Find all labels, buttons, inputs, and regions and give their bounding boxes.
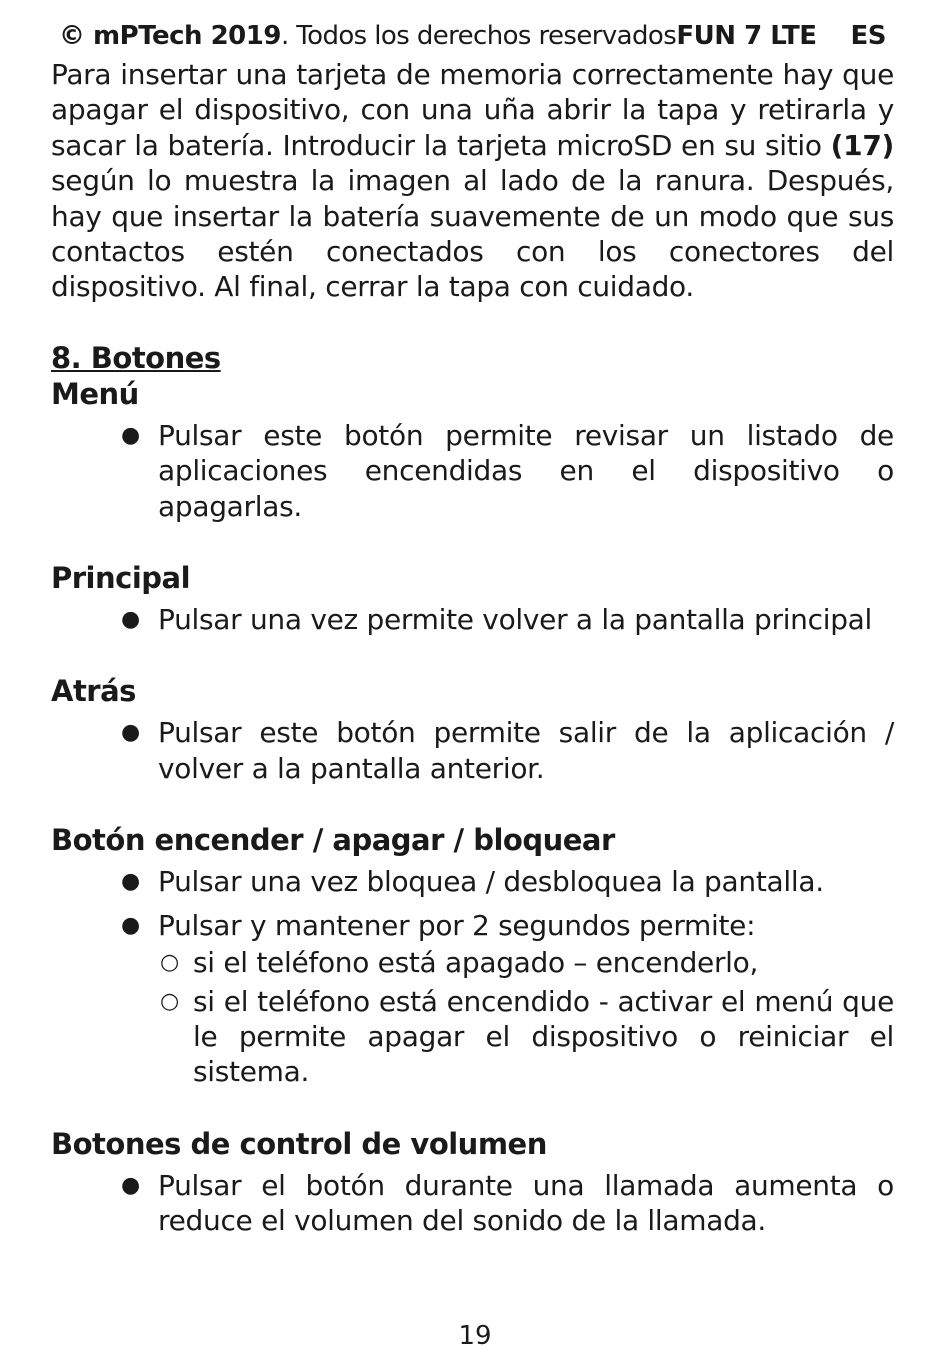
home-heading: Principal <box>51 561 191 596</box>
power-sub-1: ○ si el teléfono está apagado – encenderlo, <box>193 945 894 980</box>
intro-ref: (17) <box>830 128 894 162</box>
copyright-brand: © mPTech 2019 <box>59 21 281 51</box>
page-header <box>59 18 886 54</box>
power-bullet-2 <box>158 908 894 1090</box>
back-heading: Atrás <box>51 674 136 709</box>
intro-paragraph <box>51 57 894 305</box>
home-bullet: ● Pulsar una vez permite volver a la pantalla principal <box>158 602 894 637</box>
copyright-rights: . Todos los derechos reservados. <box>280 21 684 51</box>
page-number: 19 <box>458 1321 492 1351</box>
language-code: ES <box>850 21 886 51</box>
intro-text-1: Para insertar una tarjeta de memoria correctamente hay que apagar el dispositivo, con una uña abrir la tapa y retirarla y sacar la batería. Introducir la tarjeta microSD en su sitio <box>51 58 894 162</box>
header-model-lang <box>676 18 886 54</box>
home-bullets <box>51 602 894 637</box>
back-bullet: ● Pulsar este botón permite salir de la aplicación / volver a la pantalla anterior. <box>158 715 894 786</box>
volume-bullets <box>51 1168 894 1239</box>
model-name: FUN 7 LTE <box>676 21 817 51</box>
menu-bullets <box>51 418 894 524</box>
section-title: 8. Botones <box>51 340 221 375</box>
power-heading: Botón encender / apagar / bloquear <box>51 823 615 858</box>
menu-heading: Menú <box>51 376 139 411</box>
page-body <box>51 57 894 1239</box>
power-sub-2: ○ si el teléfono está encendido - activar el menú que le permite apagar el dispositivo o reiniciar el sistema. <box>193 984 894 1090</box>
volume-heading: Botones de control de volumen <box>51 1126 547 1161</box>
copyright-notice <box>59 18 684 54</box>
power-bullets <box>51 864 894 1089</box>
power-bullet-1: ● Pulsar una vez bloquea / desbloquea la pantalla. <box>158 864 894 899</box>
volume-bullet: ● Pulsar el botón durante una llamada aumenta o reduce el volumen del sonido de la llamada. <box>158 1168 894 1239</box>
intro-text-2: según lo muestra la imagen al lado de la ranura. Después, hay que insertar la batería suavemente de un modo que sus contactos estén conectados con los conectores del dispositivo. Al final, cerrar la tapa con cuidado. <box>51 164 894 304</box>
back-bullets <box>51 715 894 786</box>
menu-bullet: ● Pulsar este botón permite revisar un listado de aplicaciones encendidas en el dispositivo o apagarlas. <box>158 418 894 524</box>
power-sub-list <box>158 945 894 1090</box>
power-bullet-2-text: Pulsar y mantener por 2 segundos permite: <box>158 908 756 942</box>
